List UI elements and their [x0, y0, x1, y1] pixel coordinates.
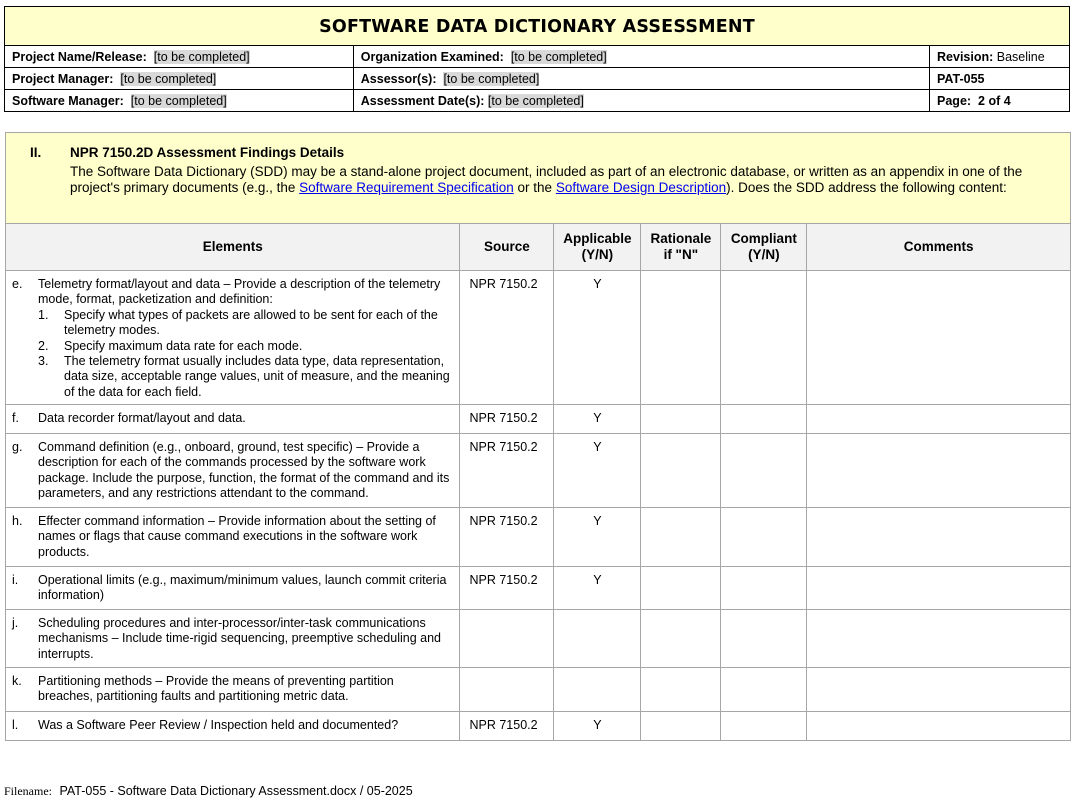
page-footer — [4, 784, 413, 799]
project-manager-label: Project Manager: — [12, 71, 114, 86]
page-value: 2 of 4 — [978, 93, 1011, 108]
rationale-cell[interactable] — [641, 405, 721, 434]
source-cell — [460, 668, 554, 712]
organization-label: Organization Examined: — [360, 49, 504, 64]
source-cell: NPR 7150.2 — [460, 567, 554, 610]
assessors-field — [353, 68, 929, 90]
revision-value: Baseline — [996, 49, 1045, 64]
applicable-cell[interactable]: Y — [554, 567, 641, 610]
comments-cell[interactable] — [807, 434, 1071, 508]
project-name-value[interactable]: [to be completed] — [153, 49, 250, 64]
software-design-description-link[interactable]: Software Design Description — [555, 180, 727, 195]
table-row — [6, 712, 1071, 741]
element-letter: i. — [12, 573, 19, 587]
table-row — [6, 508, 1071, 567]
table-row — [6, 434, 1071, 508]
compliant-cell[interactable] — [721, 508, 807, 567]
element-letter: h. — [12, 514, 23, 528]
section-title: NPR 7150.2D Assessment Findings Details — [70, 145, 345, 160]
rationale-cell[interactable] — [641, 712, 721, 741]
element-cell — [6, 405, 460, 434]
source-cell: NPR 7150.2 — [460, 405, 554, 434]
rationale-cell[interactable] — [641, 434, 721, 508]
document-header-table — [4, 6, 1070, 112]
source-cell: NPR 7150.2 — [460, 434, 554, 508]
comments-cell[interactable] — [807, 668, 1071, 712]
table-row — [6, 610, 1071, 668]
project-name-label: Project Name/Release: — [12, 49, 147, 64]
intro-text-3: ). Does the SDD address the following content: — [726, 180, 1007, 195]
assessors-value[interactable]: [to be completed] — [443, 71, 540, 86]
filename-value: PAT-055 - Software Data Dictionary Assessment.docx / 05-2025 — [59, 784, 413, 798]
element-text: Scheduling procedures and inter-processor/inter-task communications mechanisms – Include time-rigid sequencing, preemptive scheduling and interrupts. — [38, 616, 441, 661]
column-header-rationale: Rationale if "N" — [641, 224, 721, 271]
organization-value[interactable]: [to be completed] — [510, 49, 607, 64]
element-letter: l. — [12, 718, 19, 732]
element-cell — [6, 271, 460, 405]
comments-cell[interactable] — [807, 271, 1071, 405]
assessment-date-value[interactable]: [to be completed] — [487, 93, 584, 108]
project-name-field — [5, 46, 354, 68]
section-intro — [6, 133, 1071, 224]
applicable-cell[interactable] — [554, 610, 641, 668]
column-header-elements: Elements — [6, 224, 460, 271]
element-text: Operational limits (e.g., maximum/minimum values, launch commit criteria information) — [38, 573, 447, 603]
source-cell: NPR 7150.2 — [460, 712, 554, 741]
source-cell: NPR 7150.2 — [460, 271, 554, 405]
element-subitem: 3. The telemetry format usually includes data type, data representation, data size, acceptable range values, unit of measure, and the meaning of the data for each field. — [38, 354, 450, 399]
column-header-compliant: Compliant (Y/N) — [721, 224, 807, 271]
comments-cell[interactable] — [807, 712, 1071, 741]
applicable-cell[interactable]: Y — [554, 434, 641, 508]
filename-label: Filename: — [4, 784, 52, 798]
element-cell — [6, 712, 460, 741]
table-row — [6, 567, 1071, 610]
element-subitem: 1. Specify what types of packets are allowed to be sent for each of the telemetry modes. — [38, 307, 438, 338]
element-cell — [6, 567, 460, 610]
revision-field — [930, 46, 1070, 68]
applicable-cell[interactable]: Y — [554, 508, 641, 567]
assessors-label: Assessor(s): — [360, 71, 437, 86]
compliant-cell[interactable] — [721, 610, 807, 668]
applicable-cell[interactable]: Y — [554, 271, 641, 405]
element-letter: j. — [12, 616, 19, 630]
section-heading — [30, 145, 1060, 162]
rationale-cell[interactable] — [641, 610, 721, 668]
element-text: Data recorder format/layout and data. — [38, 411, 246, 425]
findings-table — [5, 132, 1071, 741]
rationale-cell[interactable] — [641, 508, 721, 567]
element-cell — [6, 508, 460, 567]
software-manager-field — [5, 90, 354, 112]
element-letter: k. — [12, 674, 22, 688]
column-header-applicable: Applicable (Y/N) — [554, 224, 641, 271]
comments-cell[interactable] — [807, 567, 1071, 610]
table-row — [6, 271, 1071, 405]
element-text: Command definition (e.g., onboard, ground, test specific) – Provide a description for each of the commands processed by the software work package. Include the purpose, function, the format of the command and its parameters, and any restrictions attendant to the command. — [38, 440, 450, 501]
element-letter: e. — [12, 277, 23, 291]
compliant-cell[interactable] — [721, 434, 807, 508]
column-header-comments: Comments — [807, 224, 1071, 271]
software-manager-label: Software Manager: — [12, 93, 124, 108]
software-manager-value[interactable]: [to be completed] — [130, 93, 227, 108]
table-header-row — [6, 224, 1071, 271]
element-cell — [6, 610, 460, 668]
compliant-cell[interactable] — [721, 668, 807, 712]
applicable-cell[interactable]: Y — [554, 405, 641, 434]
organization-field — [353, 46, 929, 68]
source-cell — [460, 610, 554, 668]
column-header-source: Source — [460, 224, 554, 271]
table-row — [6, 668, 1071, 712]
compliant-cell[interactable] — [721, 567, 807, 610]
element-text: Was a Software Peer Review / Inspection held and documented? — [38, 718, 399, 732]
element-letter: f. — [12, 411, 19, 425]
element-text: Partitioning methods – Provide the means of preventing partition breaches, partitioning faults and partitioning metric data. — [38, 674, 394, 704]
page-number-field — [930, 90, 1070, 112]
applicable-cell[interactable]: Y — [554, 712, 641, 741]
comments-cell[interactable] — [807, 610, 1071, 668]
rationale-cell[interactable] — [641, 668, 721, 712]
project-manager-field — [5, 68, 354, 90]
element-subitem: 2. Specify maximum data rate for each mode. — [38, 338, 303, 353]
revision-label: Revision: — [937, 49, 994, 64]
software-requirement-specification-link[interactable]: Software Requirement Specification — [299, 180, 514, 195]
intro-text-1: The Software Data Dictionary (SDD) may be a stand-alone project document, included as part of an electronic database, or written as an appendix in one of the project's primary documents (e.g., the — [70, 163, 1023, 195]
section-description — [30, 164, 1060, 197]
section-number: II. — [30, 145, 42, 160]
project-manager-value[interactable]: [to be completed] — [120, 71, 217, 86]
comments-cell[interactable] — [807, 405, 1071, 434]
element-text: Telemetry format/layout and data – Provide a description of the telemetry mode, format, packetization and definition: 1. Specify what types of packets are allowed to be sent for each of the telemetry modes. 2. Specify maximum data rate for each mode. 3. The telemetry format usually includes data type, data representation, data size, acceptable range values, unit of measure, and the meaning of the data for each field. — [38, 277, 450, 399]
element-text: Effecter command information – Provide information about the setting of names or flags that cause command executions in the software work products. — [38, 514, 436, 559]
applicable-cell[interactable] — [554, 668, 641, 712]
element-cell — [6, 668, 460, 712]
element-letter: g. — [12, 440, 23, 454]
table-row — [6, 405, 1071, 434]
document-id: PAT-055 — [930, 68, 1070, 90]
assessment-date-field — [353, 90, 929, 112]
page-label: Page: — [937, 93, 972, 108]
document-title: SOFTWARE DATA DICTIONARY ASSESSMENT — [5, 7, 1070, 46]
rationale-cell[interactable] — [641, 271, 721, 405]
assessment-date-label: Assessment Date(s): — [360, 93, 485, 108]
compliant-cell[interactable] — [721, 405, 807, 434]
comments-cell[interactable] — [807, 508, 1071, 567]
compliant-cell[interactable] — [721, 271, 807, 405]
intro-text-2: or the — [513, 180, 556, 195]
element-cell — [6, 434, 460, 508]
rationale-cell[interactable] — [641, 567, 721, 610]
compliant-cell[interactable] — [721, 712, 807, 741]
source-cell: NPR 7150.2 — [460, 508, 554, 567]
